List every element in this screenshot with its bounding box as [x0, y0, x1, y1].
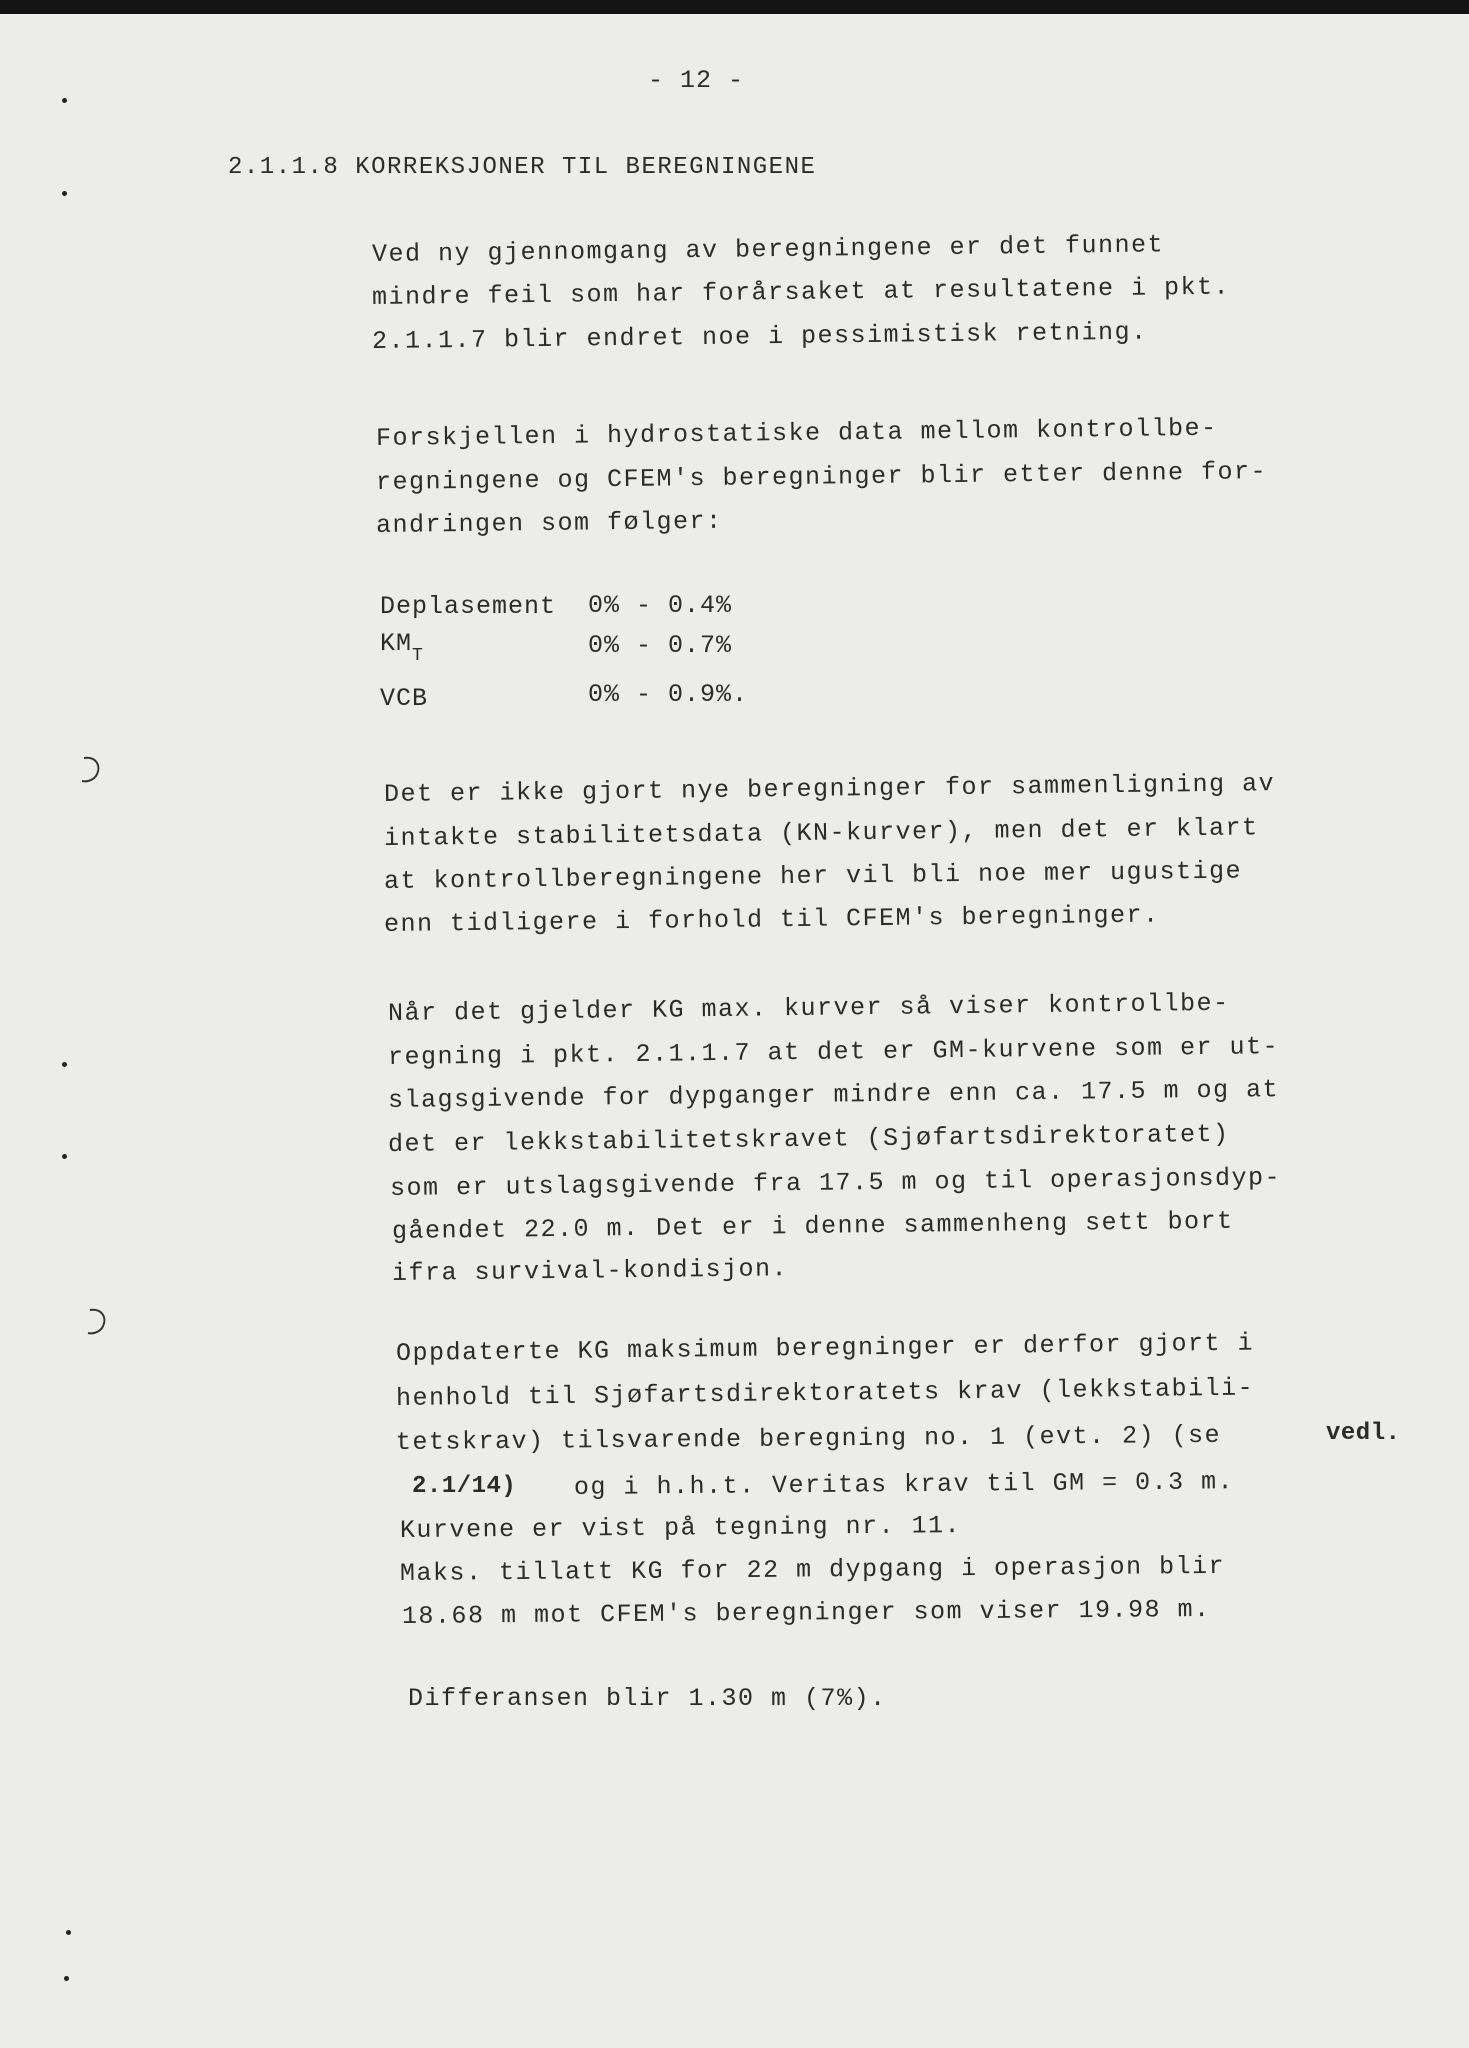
p1-line-3: 2.1.1.7 blir endret noe i pessimistisk retning.	[371, 317, 1148, 356]
p5-line-7: 18.68 m mot CFEM's beregninger som viser 19.98 m.	[401, 1594, 1211, 1631]
table-label-vcb: VCB	[380, 684, 429, 713]
kmt-main: KM	[380, 629, 413, 658]
table-value-kmt: 0% - 0.7%	[588, 631, 733, 660]
margin-dot	[62, 1062, 67, 1067]
p5-line-6: Maks. tillatt KG for 22 m dypgang i operasjon blir	[399, 1551, 1226, 1588]
p5-line-5: Kurvene er vist på tegning nr. 11.	[399, 1511, 962, 1545]
p4-line-2: regning i pkt. 2.1.1.7 at det er GM-kurvene som er ut-	[387, 1032, 1280, 1072]
p3-line-4: enn tidligere i forhold til CFEM's beregninger.	[383, 900, 1160, 939]
p3-line-3: at kontrollberegningene her vil bli noe mer ugustige	[383, 856, 1243, 896]
page-number: - 12 -	[648, 66, 745, 95]
punch-hole-mark	[86, 1306, 112, 1336]
p6-line-1: Differansen blir 1.30 m (7%).	[408, 1684, 887, 1713]
p4-line-1: Når det gjelder KG max. kurver så viser kontrollbe-	[387, 988, 1230, 1028]
table-value-deplasement: 0% - 0.4%	[588, 591, 733, 620]
margin-dot	[64, 1976, 69, 1981]
punch-hole-mark	[80, 754, 106, 784]
p4-line-4: det er lekkstabilitetskravet (Sjøfartsdirektoratet)	[387, 1119, 1230, 1159]
p1-line-1: Ved ny gjennomgang av beregningene er det funnet	[371, 230, 1165, 269]
p5-line-2: henhold til Sjøfartsdirektoratets krav (lekkstabili-	[395, 1373, 1255, 1413]
p5-line-1: Oppdaterte KG maksimum beregninger er derfor gjort i	[395, 1328, 1255, 1368]
p3-line-2: intakte stabilitetsdata (KN-kurver), men det er klart	[383, 813, 1259, 853]
document-page	[0, 14, 1469, 2048]
p2-line-3: andringen som følger:	[375, 506, 723, 540]
kmt-subscript: T	[412, 646, 424, 666]
table-label-kmt	[380, 629, 424, 666]
p5-handwritten-vedl: vedl.	[1326, 1420, 1401, 1447]
p4-line-6: gåendet 22.0 m. Det er i denne sammenheng sett bort	[391, 1206, 1234, 1246]
margin-dot	[62, 191, 67, 196]
p5-handwritten-ref: 2.1/14)	[412, 1473, 517, 1500]
p3-line-1: Det er ikke gjort nye beregninger for sammenligning av	[383, 769, 1276, 809]
p4-line-7: ifra survival-kondisjon.	[391, 1254, 789, 1288]
table-value-vcb: 0% - 0.9%.	[588, 680, 749, 709]
margin-dot	[62, 98, 67, 103]
table-label-deplasement: Deplasement	[380, 592, 557, 621]
p5-line-4: og i h.h.t. Veritas krav til GM = 0.3 m.	[573, 1467, 1235, 1502]
margin-dot	[66, 1930, 71, 1935]
p5-line-3: tetskrav) tilsvarende beregning no. 1 (evt. 2) (se	[395, 1420, 1222, 1457]
p4-line-3: slagsgivende for dypganger mindre enn ca. 17.5 m og at	[387, 1075, 1280, 1115]
p2-line-1: Forskjellen i hydrostatiske data mellom kontrollbe-	[375, 413, 1218, 453]
margin-dot	[62, 1154, 67, 1159]
p2-line-2: regningene og CFEM's beregninger blir etter denne for-	[375, 457, 1268, 497]
p4-line-5: som er utslagsgivende fra 17.5 m og til operasjonsdyp-	[389, 1163, 1282, 1203]
p1-line-2: mindre feil som har forårsaket at resultatene i pkt.	[371, 272, 1231, 312]
section-heading: 2.1.1.8 KORREKSJONER TIL BEREGNINGENE	[228, 154, 817, 181]
